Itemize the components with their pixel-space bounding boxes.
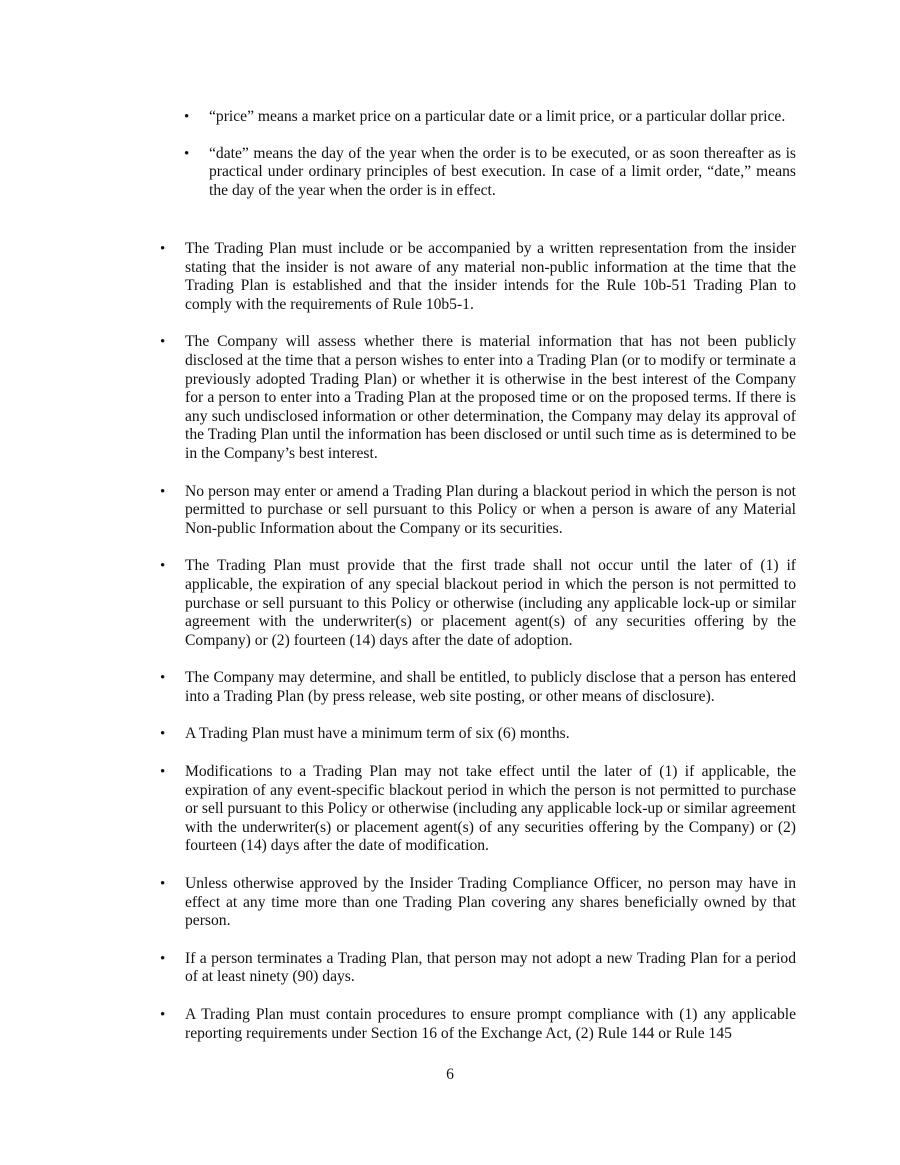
list-item-text: A Trading Plan must contain procedures to ensure prompt compliance with (1) any applicable reporting requirements under Section 16 of the Exchange Act, (2) Rule 144 or Rule 145 <box>185 1006 796 1042</box>
list-item-text: If a person terminates a Trading Plan, that person may not adopt a new Trading Plan for a period of at least ninety (90) days. <box>185 949 796 986</box>
list-item <box>160 483 796 539</box>
bullet-icon: • <box>160 876 166 893</box>
list-item-text: The Company will assess whether there is material information that has not been publicly disclosed at the time that a person wishes to enter into a Trading Plan (or to modify or terminate a previously adopted Trading Plan) or whether it is otherwise in the best interest of the Company for a person to enter into a Trading Plan at the proposed time or on the proposed terms. If there is any such undisclosed information or other determination, the Company may delay its approval of the Trading Plan until the information has been disclosed or until such time as is determined to be in the Company’s best interest. <box>185 333 796 462</box>
bullet-icon: • <box>184 145 190 162</box>
list-item <box>160 669 796 706</box>
list-item <box>160 1006 796 1043</box>
list-item <box>160 557 796 650</box>
sub-list-item-text: “price” means a market price on a particular date or a limit price, or a particular dollar price. <box>209 108 786 125</box>
bullet-icon: • <box>160 670 166 687</box>
list-item <box>160 333 796 463</box>
list-item <box>160 763 796 856</box>
bullet-icon: • <box>160 334 166 351</box>
page-number: 6 <box>446 1066 454 1083</box>
bullet-icon: • <box>184 109 190 125</box>
bullet-icon: • <box>160 1007 166 1023</box>
list-item <box>160 725 796 744</box>
bullet-icon: • <box>160 764 166 781</box>
list-item-text: A Trading Plan must have a minimum term of six (6) months. <box>185 725 570 743</box>
list-item-text: Unless otherwise approved by the Insider Trading Compliance Officer, no person may have in effect at any time more than one Trading Plan covering any shares beneficially owned by that person. <box>185 875 796 930</box>
sub-list-item-text: “date” means the day of the year when the order is to be executed, or as soon thereafter as is practical under ordinary principles of best execution. In case of a limit order, “date,” means the day of the year when the order is in effect. <box>209 144 796 199</box>
list-item-text: The Company may determine, and shall be entitled, to publicly disclose that a person has entered into a Trading Plan (by press release, web site posting, or other means of disclosure). <box>185 669 796 705</box>
bullet-icon: • <box>160 950 166 967</box>
bullet-icon: • <box>160 241 166 257</box>
bullet-icon: • <box>160 726 166 743</box>
list-item <box>160 240 796 314</box>
list-item <box>160 875 796 931</box>
list-item-text: The Trading Plan must provide that the first trade shall not occur until the later of (1) if applicable, the expiration of any special blackout period in which the person is not permitted to purchase or sell pursuant to this Policy or otherwise (including any applicable lock-up or similar agreement with the underwriter(s) or placement agent(s) of any securities offering by the Company) or (2) fourteen (14) days after the date of adoption. <box>185 557 796 649</box>
list-item-text: Modifications to a Trading Plan may not take effect until the later of (1) if applicable, the expiration of any event-specific blackout period in which the person is not permitted to purchase or sell pursuant to this Policy or otherwise (including any applicable lock-up or similar agreement with the underwriter(s) or placement agent(s) of any securities offering by the Company) or (2) fourteen (14) days after the date of modification. <box>185 763 796 855</box>
list-item <box>160 950 796 987</box>
list-item-text: No person may enter or amend a Trading Plan during a blackout period in which the person is not permitted to purchase or sell pursuant to this Policy or when a person is aware of any Material Non-public Information about the Company or its securities. <box>185 482 796 537</box>
sub-list-item-date <box>184 145 796 201</box>
sub-bullet-list <box>184 108 796 218</box>
bullet-icon: • <box>160 558 166 575</box>
bullet-icon: • <box>160 483 166 500</box>
list-item-text: The Trading Plan must include or be accompanied by a written representation from the insider stating that the insider is not aware of any material non-public information at the time that the Trading Plan is established and that the insider intends for the Rule 10b-51 Trading Plan to comply with the requirements of Rule 10b5-1. <box>185 240 796 313</box>
sub-list-item-price <box>184 108 796 127</box>
main-bullet-list <box>160 240 796 1062</box>
